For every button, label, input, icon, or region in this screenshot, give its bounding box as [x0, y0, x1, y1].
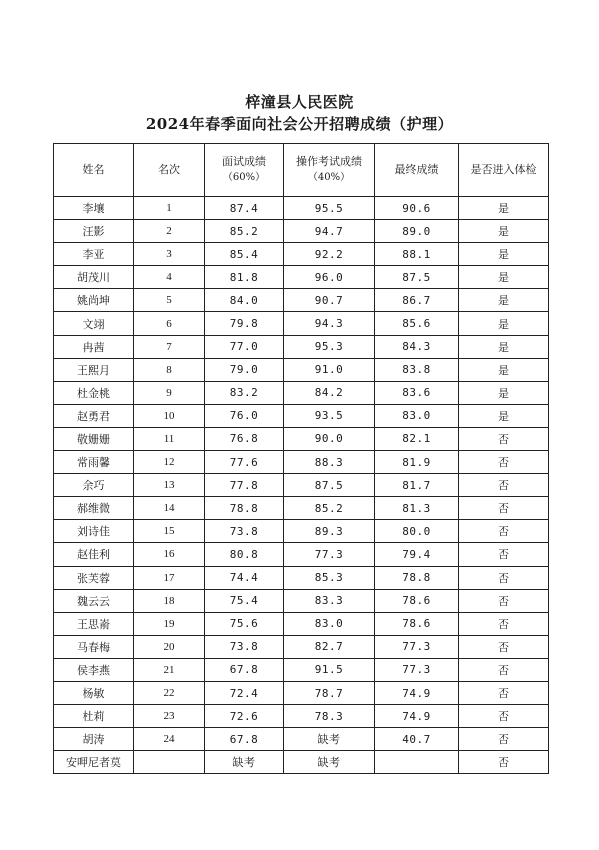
- cell-name: 汪影: [54, 220, 134, 243]
- table-row: [54, 566, 549, 589]
- cell-final-score: 87.5: [375, 266, 459, 289]
- cell-practical-score: 87.5: [284, 474, 375, 497]
- cell-name: 王熙月: [54, 358, 134, 381]
- header-practical: [284, 144, 375, 197]
- cell-physical-exam: 否: [459, 681, 549, 704]
- cell-practical-score: 88.3: [284, 451, 375, 474]
- table-row: [54, 497, 549, 520]
- cell-interview-score: 79.8: [205, 312, 284, 335]
- cell-interview-score: 83.2: [205, 381, 284, 404]
- cell-interview-score: 76.0: [205, 404, 284, 427]
- cell-physical-exam: 是: [459, 404, 549, 427]
- cell-practical-score: 90.7: [284, 289, 375, 312]
- cell-practical-score: 92.2: [284, 243, 375, 266]
- cell-name: 胡涛: [54, 728, 134, 751]
- cell-name: 冉茜: [54, 335, 134, 358]
- cell-name: 李亚: [54, 243, 134, 266]
- cell-interview-score: 76.8: [205, 427, 284, 450]
- cell-name: 姚尚坤: [54, 289, 134, 312]
- cell-practical-score: 缺考: [284, 751, 375, 774]
- cell-interview-score: 72.6: [205, 705, 284, 728]
- cell-practical-score: 缺考: [284, 728, 375, 751]
- cell-final-score: 77.3: [375, 658, 459, 681]
- table-row: [54, 474, 549, 497]
- cell-rank: 13: [134, 474, 205, 497]
- header-rank: 名次: [134, 144, 205, 197]
- cell-physical-exam: 是: [459, 220, 549, 243]
- cell-physical-exam: 是: [459, 243, 549, 266]
- table-row: [54, 266, 549, 289]
- cell-final-score: 78.6: [375, 612, 459, 635]
- cell-final-score: 81.7: [375, 474, 459, 497]
- cell-final-score: 78.8: [375, 566, 459, 589]
- cell-practical-score: 85.2: [284, 497, 375, 520]
- cell-physical-exam: 否: [459, 751, 549, 774]
- cell-final-score: 82.1: [375, 427, 459, 450]
- cell-final-score: 40.7: [375, 728, 459, 751]
- cell-physical-exam: 是: [459, 197, 549, 220]
- cell-final-score: 86.7: [375, 289, 459, 312]
- cell-final-score: 81.3: [375, 497, 459, 520]
- table-row: [54, 635, 549, 658]
- cell-final-score: 85.6: [375, 312, 459, 335]
- cell-rank: 19: [134, 612, 205, 635]
- cell-final-score: 88.1: [375, 243, 459, 266]
- cell-practical-score: 94.7: [284, 220, 375, 243]
- cell-physical-exam: 否: [459, 474, 549, 497]
- cell-interview-score: 73.8: [205, 635, 284, 658]
- cell-rank: 4: [134, 266, 205, 289]
- header-interview-label: 面试成绩: [222, 155, 266, 168]
- cell-rank: 3: [134, 243, 205, 266]
- cell-final-score: 83.0: [375, 404, 459, 427]
- cell-practical-score: 96.0: [284, 266, 375, 289]
- cell-final-score: 74.9: [375, 705, 459, 728]
- table-row: [54, 404, 549, 427]
- cell-practical-score: 90.0: [284, 427, 375, 450]
- table-row: [54, 728, 549, 751]
- cell-interview-score: 84.0: [205, 289, 284, 312]
- cell-interview-score: 73.8: [205, 520, 284, 543]
- cell-physical-exam: 否: [459, 497, 549, 520]
- cell-physical-exam: 是: [459, 289, 549, 312]
- cell-interview-score: 75.4: [205, 589, 284, 612]
- cell-name: 文翊: [54, 312, 134, 335]
- cell-name: 安呷尼者莫: [54, 751, 134, 774]
- cell-practical-score: 83.0: [284, 612, 375, 635]
- table-row: [54, 520, 549, 543]
- cell-name: 赵佳利: [54, 543, 134, 566]
- header-interview: [205, 144, 284, 197]
- cell-rank: [134, 751, 205, 774]
- table-row: [54, 589, 549, 612]
- table-row: [54, 427, 549, 450]
- cell-name: 余巧: [54, 474, 134, 497]
- cell-final-score: 80.0: [375, 520, 459, 543]
- cell-final-score: 84.3: [375, 335, 459, 358]
- header-final: 最终成绩: [375, 144, 459, 197]
- cell-rank: 12: [134, 451, 205, 474]
- header-practical-weight: （40%）: [307, 172, 351, 183]
- table-row: [54, 358, 549, 381]
- cell-practical-score: 95.5: [284, 197, 375, 220]
- cell-name: 张芙蓉: [54, 566, 134, 589]
- cell-practical-score: 89.3: [284, 520, 375, 543]
- cell-rank: 14: [134, 497, 205, 520]
- cell-interview-score: 75.6: [205, 612, 284, 635]
- cell-interview-score: 67.8: [205, 728, 284, 751]
- cell-rank: 15: [134, 520, 205, 543]
- document-subtitle: 2024年春季面向社会公开招聘成绩（护理）: [145, 115, 454, 133]
- table-row: [54, 289, 549, 312]
- cell-practical-score: 85.3: [284, 566, 375, 589]
- cell-practical-score: 78.7: [284, 681, 375, 704]
- cell-rank: 23: [134, 705, 205, 728]
- cell-physical-exam: 否: [459, 589, 549, 612]
- table-row: [54, 220, 549, 243]
- cell-physical-exam: 是: [459, 381, 549, 404]
- cell-physical-exam: 否: [459, 520, 549, 543]
- cell-interview-score: 77.0: [205, 335, 284, 358]
- cell-physical-exam: 否: [459, 658, 549, 681]
- cell-practical-score: 77.3: [284, 543, 375, 566]
- table-row: [54, 243, 549, 266]
- cell-physical-exam: 否: [459, 451, 549, 474]
- cell-practical-score: 94.3: [284, 312, 375, 335]
- cell-rank: 18: [134, 589, 205, 612]
- cell-practical-score: 91.0: [284, 358, 375, 381]
- table-body: [54, 197, 549, 774]
- table-row: [54, 612, 549, 635]
- cell-name: 王思嵛: [54, 612, 134, 635]
- cell-physical-exam: 否: [459, 705, 549, 728]
- cell-physical-exam: 否: [459, 566, 549, 589]
- cell-practical-score: 93.5: [284, 404, 375, 427]
- table-row: [54, 381, 549, 404]
- cell-interview-score: 72.4: [205, 681, 284, 704]
- table-row: [54, 451, 549, 474]
- table-row: [54, 543, 549, 566]
- header-physical: 是否进入体检: [459, 144, 549, 197]
- cell-physical-exam: 是: [459, 266, 549, 289]
- cell-final-score: 74.9: [375, 681, 459, 704]
- cell-interview-score: 85.4: [205, 243, 284, 266]
- table-row: [54, 658, 549, 681]
- cell-name: 魏云云: [54, 589, 134, 612]
- cell-final-score: 78.6: [375, 589, 459, 612]
- cell-interview-score: 80.8: [205, 543, 284, 566]
- cell-rank: 20: [134, 635, 205, 658]
- cell-practical-score: 84.2: [284, 381, 375, 404]
- header-practical-label: 操作考试成绩: [296, 155, 362, 168]
- cell-interview-score: 77.8: [205, 474, 284, 497]
- cell-rank: 11: [134, 427, 205, 450]
- cell-physical-exam: 否: [459, 635, 549, 658]
- cell-final-score: 79.4: [375, 543, 459, 566]
- cell-interview-score: 缺考: [205, 751, 284, 774]
- cell-practical-score: 78.3: [284, 705, 375, 728]
- header-interview-weight: （60%）: [222, 172, 266, 183]
- cell-rank: 17: [134, 566, 205, 589]
- cell-physical-exam: 否: [459, 612, 549, 635]
- cell-name: 李壤: [54, 197, 134, 220]
- table-row: [54, 751, 549, 774]
- cell-interview-score: 79.0: [205, 358, 284, 381]
- cell-interview-score: 67.8: [205, 658, 284, 681]
- cell-physical-exam: 是: [459, 358, 549, 381]
- cell-name: 杨敏: [54, 681, 134, 704]
- cell-physical-exam: 是: [459, 335, 549, 358]
- cell-name: 郝维微: [54, 497, 134, 520]
- cell-interview-score: 77.6: [205, 451, 284, 474]
- cell-final-score: 90.6: [375, 197, 459, 220]
- table-row: [54, 197, 549, 220]
- cell-interview-score: 74.4: [205, 566, 284, 589]
- scores-table: [53, 143, 549, 774]
- cell-final-score: 83.8: [375, 358, 459, 381]
- cell-name: 胡茂川: [54, 266, 134, 289]
- table-row: [54, 681, 549, 704]
- cell-rank: 21: [134, 658, 205, 681]
- cell-rank: 6: [134, 312, 205, 335]
- document-title: 梓潼县人民医院: [245, 93, 354, 111]
- cell-rank: 10: [134, 404, 205, 427]
- cell-rank: 1: [134, 197, 205, 220]
- cell-rank: 5: [134, 289, 205, 312]
- table-row: [54, 705, 549, 728]
- cell-interview-score: 85.2: [205, 220, 284, 243]
- cell-name: 刘诗佳: [54, 520, 134, 543]
- cell-interview-score: 87.4: [205, 197, 284, 220]
- cell-rank: 8: [134, 358, 205, 381]
- cell-interview-score: 78.8: [205, 497, 284, 520]
- cell-rank: 9: [134, 381, 205, 404]
- cell-final-score: 77.3: [375, 635, 459, 658]
- cell-name: 敬姗姗: [54, 427, 134, 450]
- cell-rank: 7: [134, 335, 205, 358]
- cell-physical-exam: 否: [459, 427, 549, 450]
- cell-name: 侯李燕: [54, 658, 134, 681]
- cell-final-score: 81.9: [375, 451, 459, 474]
- table-row: [54, 312, 549, 335]
- cell-name: 马春梅: [54, 635, 134, 658]
- cell-name: 常雨馨: [54, 451, 134, 474]
- cell-final-score: 83.6: [375, 381, 459, 404]
- cell-physical-exam: 否: [459, 728, 549, 751]
- cell-practical-score: 82.7: [284, 635, 375, 658]
- cell-rank: 24: [134, 728, 205, 751]
- cell-physical-exam: 是: [459, 312, 549, 335]
- cell-practical-score: 83.3: [284, 589, 375, 612]
- cell-rank: 2: [134, 220, 205, 243]
- cell-rank: 16: [134, 543, 205, 566]
- cell-practical-score: 95.3: [284, 335, 375, 358]
- cell-name: 杜金桃: [54, 381, 134, 404]
- cell-practical-score: 91.5: [284, 658, 375, 681]
- table-header-row: [54, 144, 549, 197]
- cell-rank: 22: [134, 681, 205, 704]
- cell-final-score: 89.0: [375, 220, 459, 243]
- cell-final-score: [375, 751, 459, 774]
- cell-name: 赵勇君: [54, 404, 134, 427]
- table-row: [54, 335, 549, 358]
- cell-interview-score: 81.8: [205, 266, 284, 289]
- cell-name: 杜莉: [54, 705, 134, 728]
- cell-physical-exam: 否: [459, 543, 549, 566]
- header-name: 姓名: [54, 144, 134, 197]
